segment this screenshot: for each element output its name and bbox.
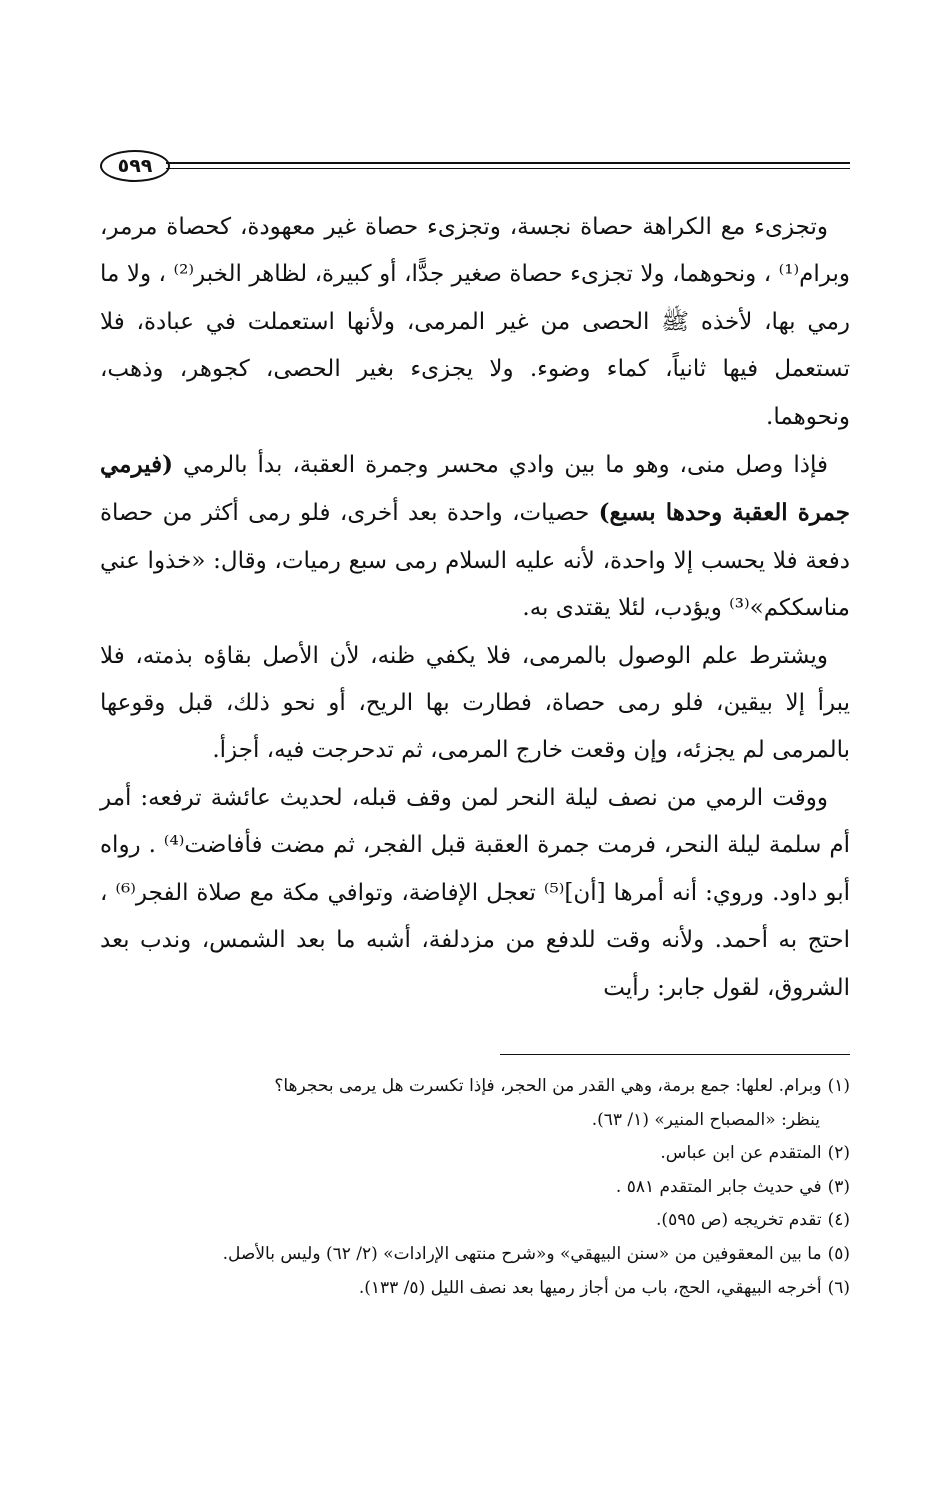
paragraph-4: ووقت الرمي من نصف ليلة النحر لمن وقف قبله، لحديث عائشة ترفعه: أمر أم سلمة ليلة النحر، فرمت جمرة العقبة قبل الفجر، ثم مضت فأفاضت⁽⁴⁾ . رواه أبو داود. وروي: أنه أمرها [أن]⁽⁵⁾ تعجل الإفاضة، وتوافي مكة مع صلاة الفجر⁽⁶⁾ ، احتج به أحمد. ولأنه وقت للدفع من مزدلفة، أشبه ما بعد الشمس، وندب بعد الشروق، لقول جابر: رأيت [100, 784, 850, 1001]
footnote-text: تقدم تخريجه (ص ٥٩٥). [656, 1210, 822, 1231]
footnote-5 [100, 1238, 850, 1272]
footnote-number: (٤) [827, 1210, 850, 1231]
page-number: ٥٩٩ [100, 150, 170, 182]
header-rule [166, 162, 850, 164]
footnote-2 [100, 1137, 850, 1171]
footnote-separator [500, 1054, 850, 1055]
paragraph-1: وتجزىء مع الكراهة حصاة نجسة، وتجزىء حصاة غير معهودة، كحصاة مرمر، وبرام⁽¹⁾ ، ونحوهما، ولا تجزىء حصاة صغير جدًّا، أو كبيرة، لظاهر الخبر⁽²⁾ ، ولا ما رمي بها، لأخذه ﷺ الحصى من غير المرمى، ولأنها استعملت في عبادة، فلا تستعمل فيها ثانياً، كماء وضوء. ولا يجزىء بغير الحصى، كجوهر، وذهب، ونحوهما. [100, 214, 850, 430]
paragraph-2-start: فإذا وصل منى، وهو ما بين وادي محسر وجمرة العقبة، بدأ بالرمي [182, 452, 828, 479]
header-rule-thin [166, 168, 850, 169]
footnote-text: المتقدم عن ابن عباس. [660, 1143, 822, 1164]
footnote-1 [100, 1070, 850, 1104]
paragraph-3: ويشترط علم الوصول بالمرمى، فلا يكفي ظنه، لأن الأصل بقاؤه بذمته، فلا يبرأ إلا بيقين، فلو رمى حصاة، فطارت بها الريح، أو نحو ذلك، قبل وقوعها بالمرمى لم يجزئه، وإن وقعت خارج المرمى، ثم تدحرجت فيه، أجزأ. [100, 642, 850, 764]
main-text [100, 204, 850, 1012]
footnote-number: (٢) [827, 1143, 850, 1164]
footnote-number: (٦) [827, 1277, 850, 1298]
footnote-1-continuation: ينظر: «المصباح المنير» (١/ ٦٣). [591, 1109, 820, 1130]
footnote-number: (٣) [827, 1176, 850, 1197]
footnote-text: ما بين المعقوفين من «سنن البيهقي» و«شرح منتهى الإرادات» (٢/ ٦٢) وليس بالأصل. [222, 1243, 822, 1264]
footnote-number: (١) [827, 1076, 850, 1096]
paragraph-2 [100, 441, 850, 633]
footnote-3 [100, 1171, 850, 1205]
footnotes [100, 1070, 850, 1305]
footnote-4 [100, 1204, 850, 1238]
footnote-text: في حديث جابر المتقدم ٥٨١ . [615, 1176, 822, 1197]
footnote-6 [100, 1272, 850, 1306]
paragraph-2-end: حصيات، واحدة بعد أخرى، فلو رمى أكثر من حصاة دفعة فلا يحسب إلا واحدة، لأنه عليه السلام رمى سبع رميات، وقال: «خذوا عني مناسككم»⁽³⁾ ويؤدب، لئلا يقتدى به. [100, 500, 850, 622]
page-header [100, 148, 850, 188]
footnote-text: وبرام. لعلها: جمع برمة، وهي القدر من الحجر، فإذا تكسرت هل يرمى بحجرها؟ [274, 1076, 822, 1096]
footnote-number: (٥) [827, 1243, 850, 1264]
paragraph-2-bold: (فيرمي جمرة العقبة وحدها بسبع) [100, 451, 850, 527]
footnote-text: أخرجه البيهقي، الحج، باب من أجاز رميها بعد نصف الليل (٥/ ١٣٣). [358, 1277, 822, 1298]
